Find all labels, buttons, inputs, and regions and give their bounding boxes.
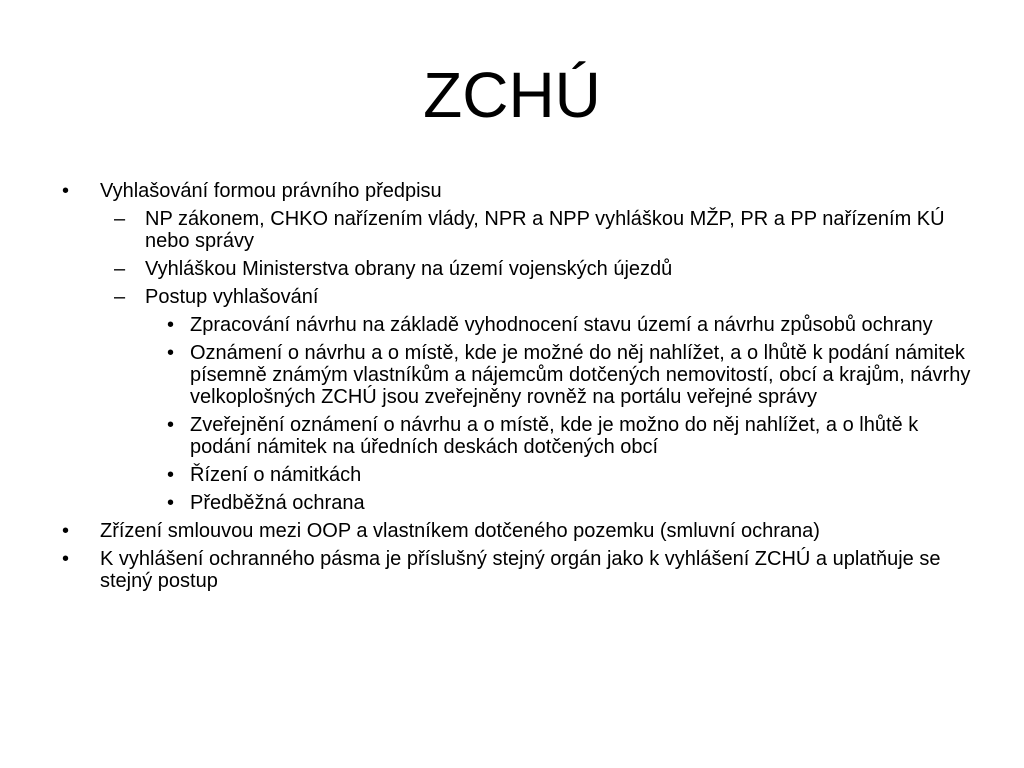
bullet-level-1: • [62, 548, 70, 570]
list-item [56, 520, 976, 542]
list-item [56, 414, 976, 458]
list-item-text: Zpracování návrhu na základě vyhodnocení stavu území a návrhu způsobů ochrany [190, 314, 933, 336]
bullet-level-2: – [114, 286, 126, 308]
list-item [56, 342, 976, 408]
list-item-text: NP zákonem, CHKO nařízením vlády, NPR a NPP vyhláškou MŽP, PR a PP nařízením KÚ nebo správy [145, 208, 945, 252]
list-item [56, 208, 976, 252]
list-item [56, 258, 976, 280]
bullet-level-3: • [167, 342, 175, 364]
list-item-text: Zveřejnění oznámení o návrhu a o místě, kde je možno do něj nahlížet, a o lhůtě k podání námitek na úředních deskách dotčených obcí [190, 414, 919, 458]
list-item-text: Zřízení smlouvou mezi OOP a vlastníkem dotčeného pozemku (smluvní ochrana) [100, 520, 820, 542]
list-item-text: Postup vyhlašování [145, 286, 319, 308]
bullet-level-3: • [167, 314, 175, 336]
list-item-text: K vyhlášení ochranného pásma je příslušný stejný orgán jako k vyhlášení ZCHÚ a uplatňuje se stejný postup [100, 548, 941, 592]
list-item-text: Předběžná ochrana [190, 492, 365, 514]
list-item [56, 286, 976, 308]
list-item-text: Oznámení o návrhu a o místě, kde je možné do něj nahlížet, a o lhůtě k podání námitek písemně známým vlastníkům a nájemcům dotčených nemovitostí, obcí a krajům, návrhy velkoplošných ZCHÚ jsou zveřejněny rovněž na portálu veřejné správy [190, 342, 971, 408]
bullet-level-1: • [62, 520, 70, 542]
bullet-level-2: – [114, 258, 126, 280]
list-item [56, 548, 976, 592]
list-item-text: Řízení o námitkách [190, 464, 362, 486]
list-item [56, 492, 976, 514]
list-item [56, 464, 976, 486]
bullet-level-1: • [62, 180, 70, 202]
bullet-level-2: – [114, 208, 126, 230]
list-item-text: Vyhláškou Ministerstva obrany na území vojenských újezdů [145, 258, 673, 280]
bullet-level-3: • [167, 414, 175, 436]
bullet-level-3: • [167, 464, 175, 486]
slide-content [56, 180, 976, 598]
slide-title: ZCHÚ [423, 59, 601, 131]
list-item [56, 180, 976, 202]
bullet-level-3: • [167, 492, 175, 514]
list-item [56, 314, 976, 336]
list-item-text: Vyhlašování formou právního předpisu [100, 180, 442, 202]
